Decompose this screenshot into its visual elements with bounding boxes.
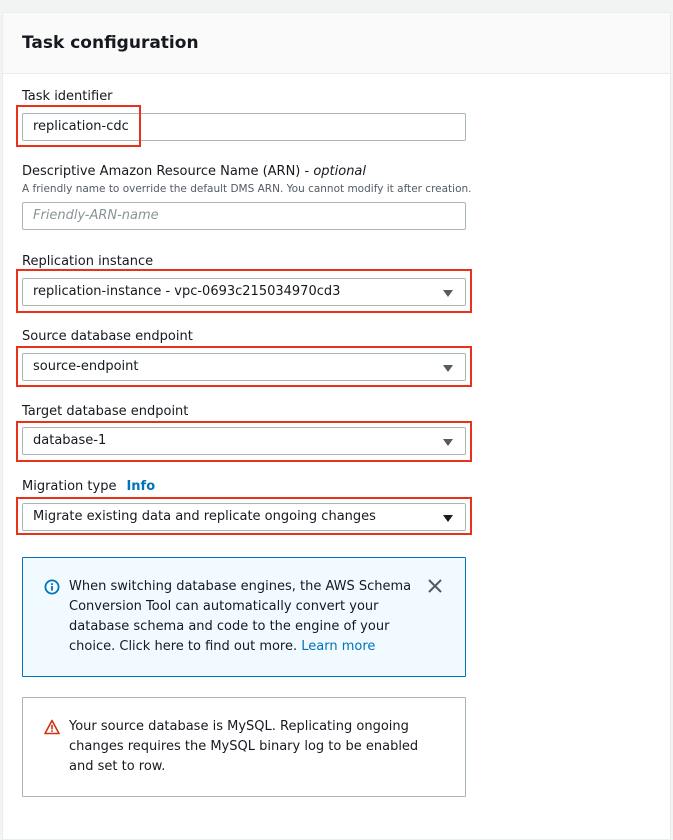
- arn-label: [22, 164, 366, 180]
- arn-description: A friendly name to override the default DMS ARN. You cannot modify it after creation.: [22, 183, 472, 195]
- target-endpoint-value: database-1: [33, 433, 107, 448]
- caret-down-icon: [443, 515, 453, 522]
- migration-type-select[interactable]: [22, 503, 466, 531]
- warning-alert-text: Your source database is MySQL. Replicating ongoing changes requires the MySQL binary log to be enabled and set to row.: [69, 719, 419, 774]
- source-endpoint-select[interactable]: [22, 353, 466, 381]
- migration-type-label: [22, 479, 155, 495]
- replication-instance-value: replication-instance - vpc-0693c215034970cd3: [33, 284, 341, 299]
- arn-optional-text: optional: [313, 164, 367, 179]
- migration-type-value: Migrate existing data and replicate ongoing changes: [33, 509, 376, 524]
- source-endpoint-value: source-endpoint: [33, 359, 139, 374]
- panel-header: [3, 13, 670, 74]
- migration-type-label-text: Migration type: [22, 479, 117, 494]
- warning-alert: [22, 697, 466, 797]
- learn-more-link[interactable]: Learn more: [301, 639, 376, 654]
- target-endpoint-select[interactable]: [22, 427, 466, 455]
- source-endpoint-label: Source database endpoint: [22, 329, 193, 344]
- warning-icon: [44, 719, 60, 735]
- replication-instance-select[interactable]: [22, 278, 466, 306]
- task-identifier-input[interactable]: replication-cdc: [22, 113, 466, 141]
- arn-input[interactable]: Friendly-ARN-name: [22, 202, 466, 230]
- migration-type-info-link[interactable]: Info: [126, 479, 156, 494]
- info-alert-text: [69, 577, 424, 657]
- info-alert: [22, 557, 466, 677]
- section-title: Task configuration: [22, 33, 199, 53]
- info-alert-message: When switching database engines, the AWS Schema Conversion Tool can automatically convert your database schema and code to the engine of your choice. Click here to find out more.: [69, 579, 412, 654]
- caret-down-icon: [443, 439, 453, 446]
- replication-instance-label: Replication instance: [22, 254, 154, 269]
- target-endpoint-label: Target database endpoint: [22, 404, 189, 419]
- caret-down-icon: [443, 365, 453, 372]
- task-identifier-label: Task identifier: [22, 89, 113, 104]
- close-icon[interactable]: [427, 578, 443, 594]
- caret-down-icon: [443, 290, 453, 297]
- info-icon: [44, 579, 60, 595]
- arn-label-text: Descriptive Amazon Resource Name (ARN) -: [22, 164, 314, 179]
